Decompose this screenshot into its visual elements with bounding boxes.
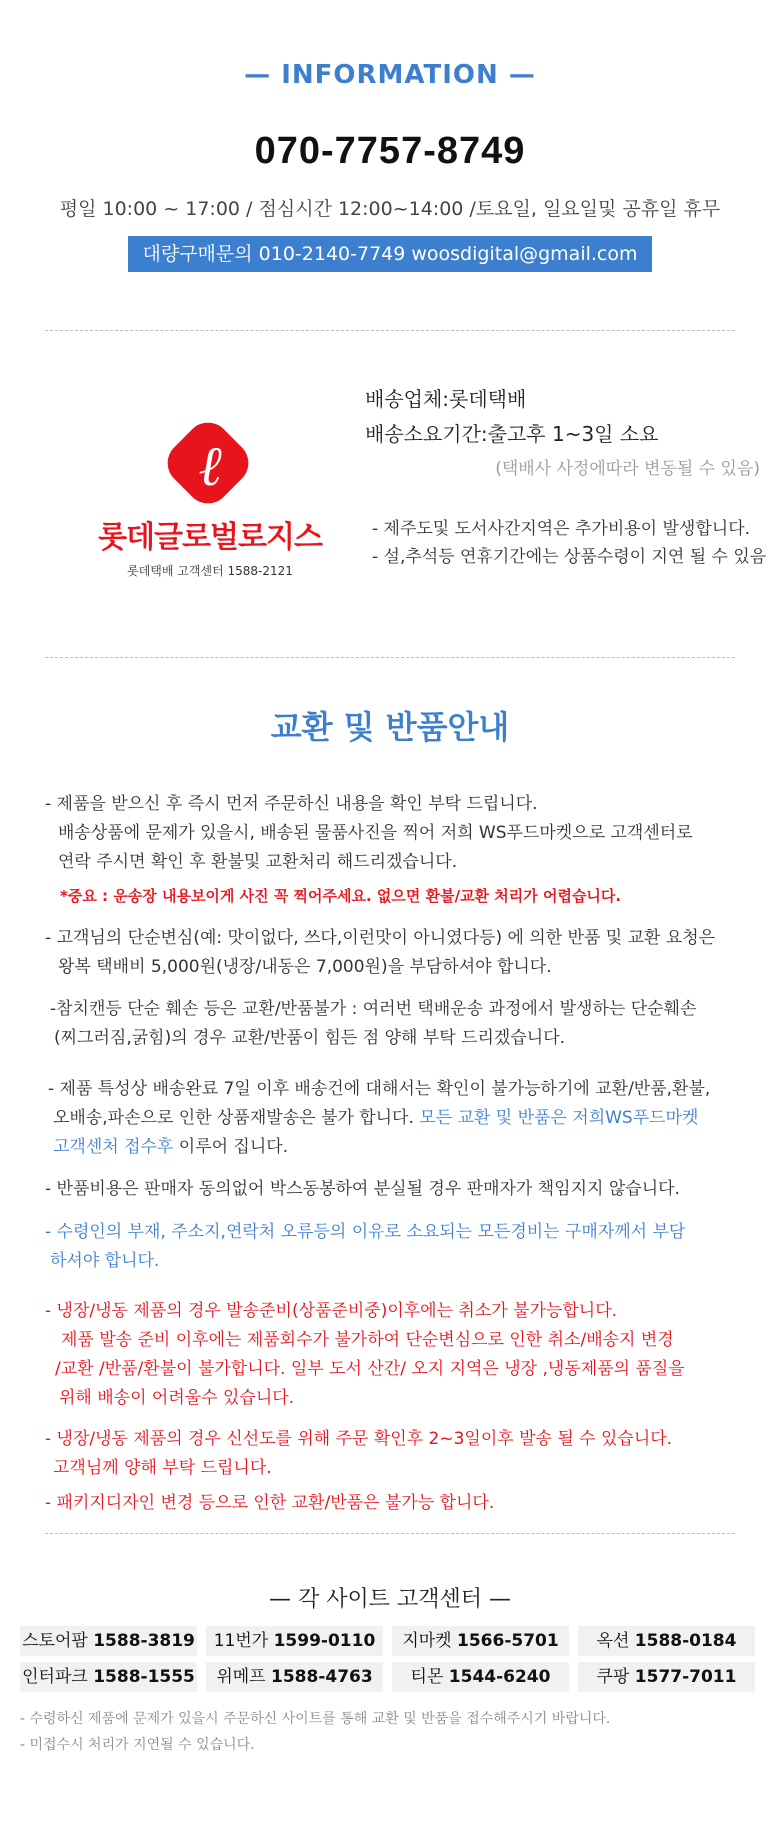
site-name: 스토어팜 xyxy=(22,1631,88,1651)
notice-line: - 고객님의 단순변심(예: 맛이없다, 쓰다,이런맛이 아니였다등) 에 의한 반품 및 교환 요청은 xyxy=(45,928,716,948)
shipping-bullet: - 설,추석등 연휴기간에는 상품수령이 지연 될 수 있음 xyxy=(372,547,767,567)
bulk-order-contact: 대량구매문의 010-2140-7749 woosdigital@gmail.com xyxy=(128,236,651,272)
site-name: 지마켓 xyxy=(402,1631,452,1651)
notice-line: 배송상품에 문제가 있을시, 배송된 물품사진을 찍어 저희 WS푸드마켓으로 고객센터로 xyxy=(58,823,693,843)
notice-line: 연락 주시면 확인 후 환불및 교환처리 해드리겠습니다. xyxy=(58,852,458,872)
site-cell xyxy=(392,1626,569,1656)
site-cell xyxy=(20,1662,197,1692)
notice-paragraph xyxy=(50,995,760,1053)
notice-line: 제품 발송 준비 이후에는 제품회수가 불가하여 단순변심으로 인한 취소/배송지 변경 xyxy=(61,1330,674,1350)
site-cell xyxy=(392,1662,569,1692)
notice-paragraph xyxy=(45,790,755,877)
lotte-logo-letter: ℓ xyxy=(198,434,222,499)
site-cell xyxy=(20,1626,197,1656)
exchange-title: 교환 및 반품안내 xyxy=(270,708,510,746)
customer-center-title: — 각 사이트 고객센터 — xyxy=(269,1587,511,1612)
site-name: 쿠팡 xyxy=(596,1667,630,1687)
shipping-bullet: - 제주도및 도서사간지역은 추가비용이 발생합니다. xyxy=(372,519,751,539)
notice-line: - 제품을 받으신 후 즉시 먼저 주문하신 내용을 확인 부탁 드립니다. xyxy=(45,794,538,814)
site-cell xyxy=(578,1662,755,1692)
notice-highlight: 모든 교환 및 반품은 저희WS푸드마켓 xyxy=(419,1108,699,1128)
photo-warning: *중요 : 운송장 내용보이게 사진 꼭 찍어주세요. 없으면 환불/교환 처리가 어렵습니다. xyxy=(60,887,622,905)
divider xyxy=(45,657,735,658)
shipping-note: (택배사 사정에따라 변동될 수 있음) xyxy=(495,459,760,479)
notice-line: 왕복 택배비 5,000원(냉장/내동은 7,000원)을 부담하셔야 합니다. xyxy=(58,957,552,977)
business-hours: 평일 10:00 ~ 17:00 / 점심시간 12:00~14:00 /토요일, 일요일및 공휴일 휴무 xyxy=(59,198,721,220)
notice-paragraph: - 패키지디자인 변경 등으로 인한 교환/반품은 불가능 합니다. xyxy=(45,1493,495,1513)
information-title: — INFORMATION — xyxy=(244,60,536,90)
site-cell xyxy=(578,1626,755,1656)
site-phone: 1577-7011 xyxy=(634,1667,737,1687)
site-phone: 1588-1555 xyxy=(93,1667,195,1687)
shipping-carrier: 배송업체:롯데택배 xyxy=(365,387,527,411)
notice-paragraph xyxy=(45,1297,755,1413)
phone-number: 070-7757-8749 xyxy=(254,130,526,172)
logo-company-name: 롯데글로벌로지스 xyxy=(98,520,322,555)
site-name: 티몬 xyxy=(410,1667,444,1687)
notice-line xyxy=(48,1133,758,1162)
lotte-logo xyxy=(70,420,350,600)
notice-line: -참치캔등 단순 훼손 등은 교환/반품불가 : 여러번 택배운송 과정에서 발생하는 단순훼손 xyxy=(50,999,697,1019)
divider xyxy=(45,1533,735,1534)
notice-line: 위해 배송이 어려울수 있습니다. xyxy=(59,1388,295,1408)
notice-paragraph xyxy=(48,1075,758,1162)
site-name: 위메프 xyxy=(216,1667,266,1687)
notice-line: /교환 /반품/환불이 불가합니다. 일부 도서 산간/ 오지 지역은 냉장 ,냉동제품의 품질을 xyxy=(55,1359,685,1379)
site-phone: 1588-3819 xyxy=(93,1631,195,1651)
notice-highlight: 고객센처 접수후 xyxy=(53,1137,174,1157)
footer-note: - 미접수시 처리가 지연될 수 있습니다. xyxy=(20,1737,255,1753)
logo-customer-center: 롯데택배 고객센터 1588-2121 xyxy=(127,564,293,578)
notice-line: - 수령인의 부재, 주소지,연락처 오류등의 이유로 소요되는 모든경비는 구매자께서 부담 xyxy=(45,1222,686,1242)
notice-line: - 냉장/냉동 제품의 경우 신선도를 위해 주문 확인후 2~3일이후 발송 될 수 있습니다. xyxy=(45,1429,673,1449)
notice-paragraph xyxy=(45,1425,755,1483)
notice-line: - 제품 특성상 배송완료 7일 이후 배송건에 대해서는 확인이 불가능하기에 교환/반품,환불, xyxy=(48,1079,711,1099)
site-name: 인터파크 xyxy=(22,1667,88,1687)
notice-paragraph xyxy=(45,924,755,982)
site-cell xyxy=(206,1626,383,1656)
notice-text: 이루어 집니다. xyxy=(173,1137,289,1157)
notice-line: 하셔야 합니다. xyxy=(50,1251,160,1271)
site-phone: 1588-0184 xyxy=(634,1631,737,1651)
site-phone: 1599-0110 xyxy=(273,1631,376,1651)
site-cell xyxy=(206,1662,383,1692)
divider xyxy=(45,330,735,331)
shipping-period: 배송소요기간:출고후 1~3일 소요 xyxy=(365,422,659,446)
notice-paragraph: - 반품비용은 판매자 동의없어 박스동봉하여 분실될 경우 판매자가 책임지지 않습니다. xyxy=(45,1179,680,1199)
notice-line: 고객님께 양해 부탁 드립니다. xyxy=(53,1458,272,1478)
notice-line: (찌그러짐,굵힘)의 경우 교환/반품이 힘든 점 양해 부탁 드리겠습니다. xyxy=(54,1028,566,1048)
notice-line: - 냉장/냉동 제품의 경우 발송준비(상품준비중)이후에는 취소가 불가능합니다. xyxy=(45,1301,618,1321)
footer-note: - 수령하신 제품에 문제가 있을시 주문하신 사이트를 통해 교환 및 반품을 접수해주시기 바랍니다. xyxy=(20,1711,611,1727)
site-phone: 1588-4763 xyxy=(271,1667,373,1687)
site-phone: 1544-6240 xyxy=(448,1667,551,1687)
notice-text: 오배송,파손으로 인한 상품재발송은 불가 합니다. xyxy=(53,1108,420,1128)
notice-paragraph xyxy=(45,1218,755,1276)
site-name: 11번가 xyxy=(213,1631,269,1651)
notice-line xyxy=(48,1104,758,1133)
site-name: 옥션 xyxy=(596,1631,630,1651)
site-phone: 1566-5701 xyxy=(457,1631,559,1651)
